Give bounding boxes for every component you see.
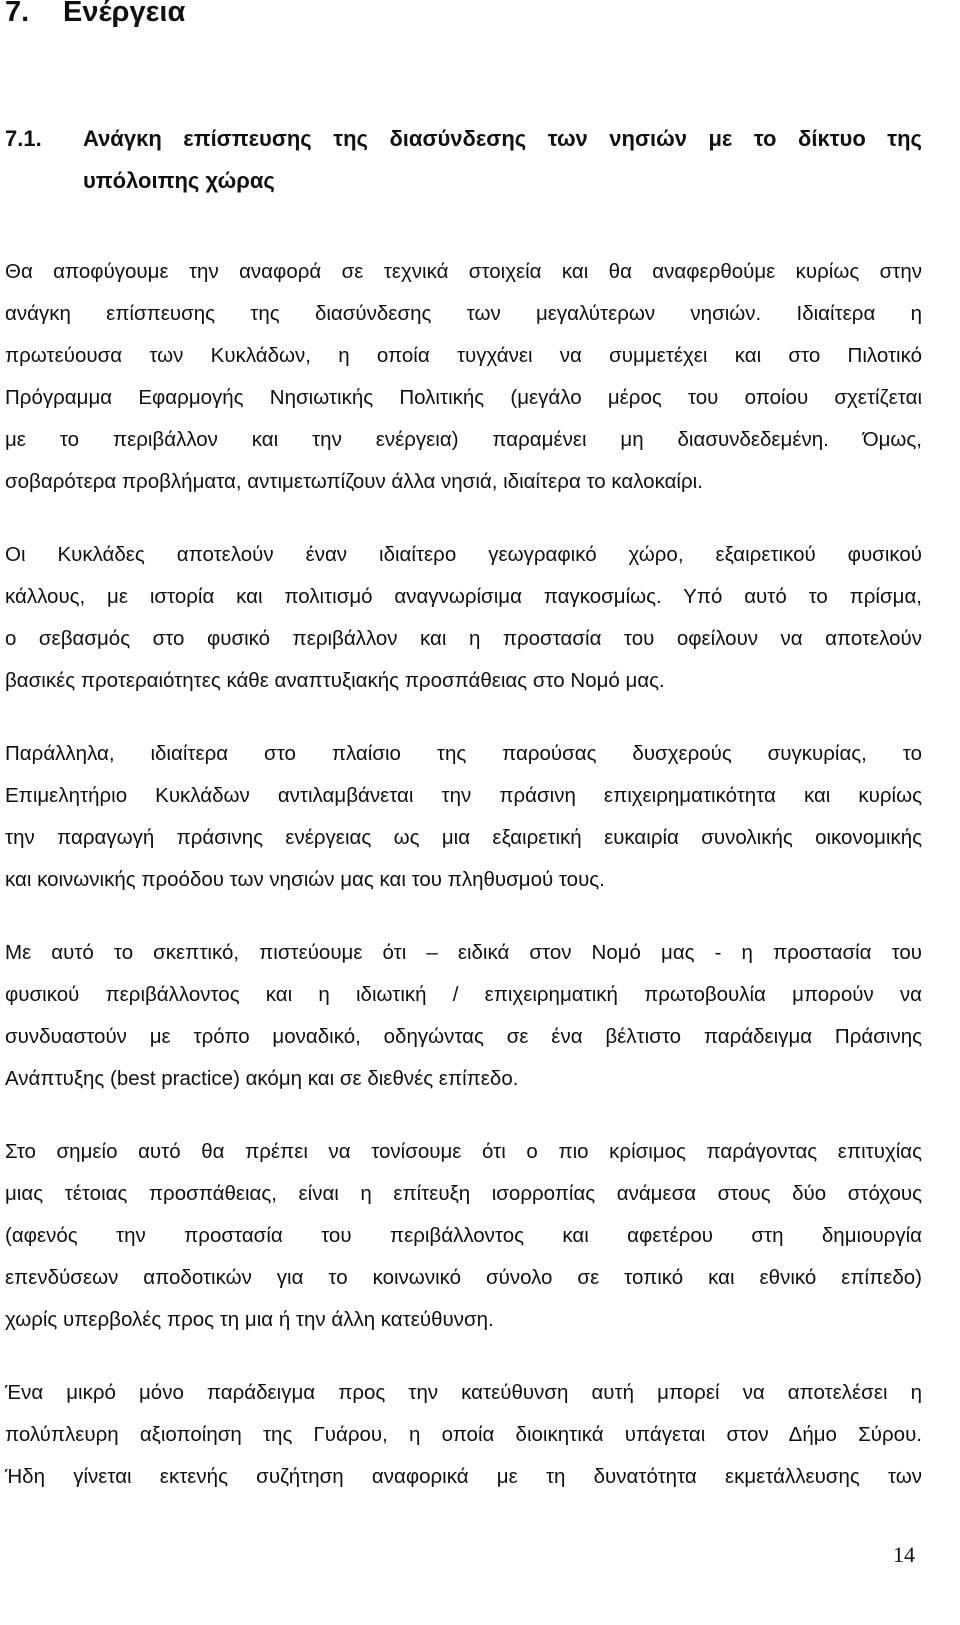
page-number: 14 (893, 1542, 915, 1567)
chapter-title: Ενέργεια (63, 0, 186, 28)
paragraph-line: συνδυαστούν με τρόπο μοναδικό, οδηγώντας σε ένα βέλτιστο παράδειγμα Πράσινης (5, 1025, 922, 1048)
paragraph-line: με το περιβάλλον και την ενέργεια) παραμένει μη διασυνδεδεμένη. Όμως, (5, 428, 922, 451)
paragraph-line: (αφενός την προστασία του περιβάλλοντος και αφετέρου στη δημιουργία (5, 1224, 922, 1247)
paragraph-line: χωρίς υπερβολές προς τη μια ή την άλλη κατεύθυνση. (5, 1308, 494, 1331)
section-number: 7.1. (5, 126, 42, 151)
paragraph-line: σοβαρότερα προβλήματα, αντιμετωπίζουν άλλα νησιά, ιδιαίτερα το καλοκαίρι. (5, 470, 703, 493)
paragraph-line: επενδύσεων αποδοτικών για το κοινωνικό σύνολο σε τοπικό και εθνικό επίπεδο) (5, 1266, 922, 1289)
paragraph-line: Οι Κυκλάδες αποτελούν έναν ιδιαίτερο γεωγραφικό χώρο, εξαιρετικού φυσικού (5, 543, 922, 566)
paragraph-line: Με αυτό το σκεπτικό, πιστεύουμε ότι – ειδικά στον Νομό μας - η προστασία του (5, 941, 922, 964)
paragraph-line: ο σεβασμός στο φυσικό περιβάλλον και η προστασία του οφείλουν να αποτελούν (5, 627, 922, 650)
paragraph-line: κάλλους, με ιστορία και πολιτισμό αναγνωρίσιμα παγκοσμίως. Υπό αυτό το πρίσμα, (5, 585, 922, 608)
paragraph-line: Παράλληλα, ιδιαίτερα στο πλαίσιο της παρούσας δυσχερούς συγκυρίας, το (5, 742, 922, 765)
chapter-heading (5, 0, 185, 29)
paragraph-line: Πρόγραμμα Εφαρμογής Νησιωτικής Πολιτικής (μεγάλο μέρος του οποίου σχετίζεται (5, 386, 922, 409)
paragraph-line: φυσικού περιβάλλοντος και η ιδιωτική / επιχειρηματική πρωτοβουλία μπορούν να (5, 983, 922, 1006)
section-title-line: Ανάγκη επίσπευσης της διασύνδεσης των νησιών με το δίκτυο της (83, 126, 922, 151)
paragraph-line: βασικές προτεραιότητες κάθε αναπτυξιακής προσπάθειας στο Νομό μας. (5, 669, 665, 692)
paragraph-line: Ήδη γίνεται εκτενής συζήτηση αναφορικά με τη δυνατότητα εκμετάλλευσης των (5, 1465, 922, 1488)
paragraph-line: μιας τέτοιας προσπάθειας, είναι η επίτευξη ισορροπίας ανάμεσα στους δύο στόχους (5, 1182, 922, 1205)
paragraph-line: την παραγωγή πράσινης ενέργειας ως μια εξαιρετική ευκαιρία συνολικής οικονομικής (5, 826, 922, 849)
chapter-number: 7. (5, 0, 30, 28)
paragraph-line: ανάγκη επίσπευσης της διασύνδεσης των μεγαλύτερων νησιών. Ιδιαίτερα η (5, 302, 922, 325)
paragraph-line: Θα αποφύγουμε την αναφορά σε τεχνικά στοιχεία και θα αναφερθούμε κυρίως στην (5, 260, 922, 283)
paragraph-line: πρωτεύουσα των Κυκλάδων, η οποία τυγχάνει να συμμετέχει και στο Πιλοτικό (5, 344, 922, 367)
paragraph-line: Ανάπτυξης (best practice) ακόμη και σε διεθνές επίπεδο. (5, 1067, 519, 1090)
paragraph-line: Επιμελητήριο Κυκλάδων αντιλαμβάνεται την πράσινη επιχειρηματικότητα και κυρίως (5, 784, 922, 807)
paragraph-line: Ένα μικρό μόνο παράδειγμα προς την κατεύθυνση αυτή μπορεί να αποτελέσει η (5, 1381, 922, 1404)
paragraph-line: και κοινωνικής προόδου των νησιών μας και του πληθυσμού τους. (5, 868, 605, 891)
paragraph-line: Στο σημείο αυτό θα πρέπει να τονίσουμε ότι ο πιο κρίσιμος παράγοντας επιτυχίας (5, 1140, 922, 1163)
paragraph-line: πολύπλευρη αξιοποίηση της Γυάρου, η οποία διοικητικά υπάγεται στον Δήμο Σύρου. (5, 1423, 922, 1446)
section-title-line: υπόλοιπης χώρας (83, 168, 275, 193)
